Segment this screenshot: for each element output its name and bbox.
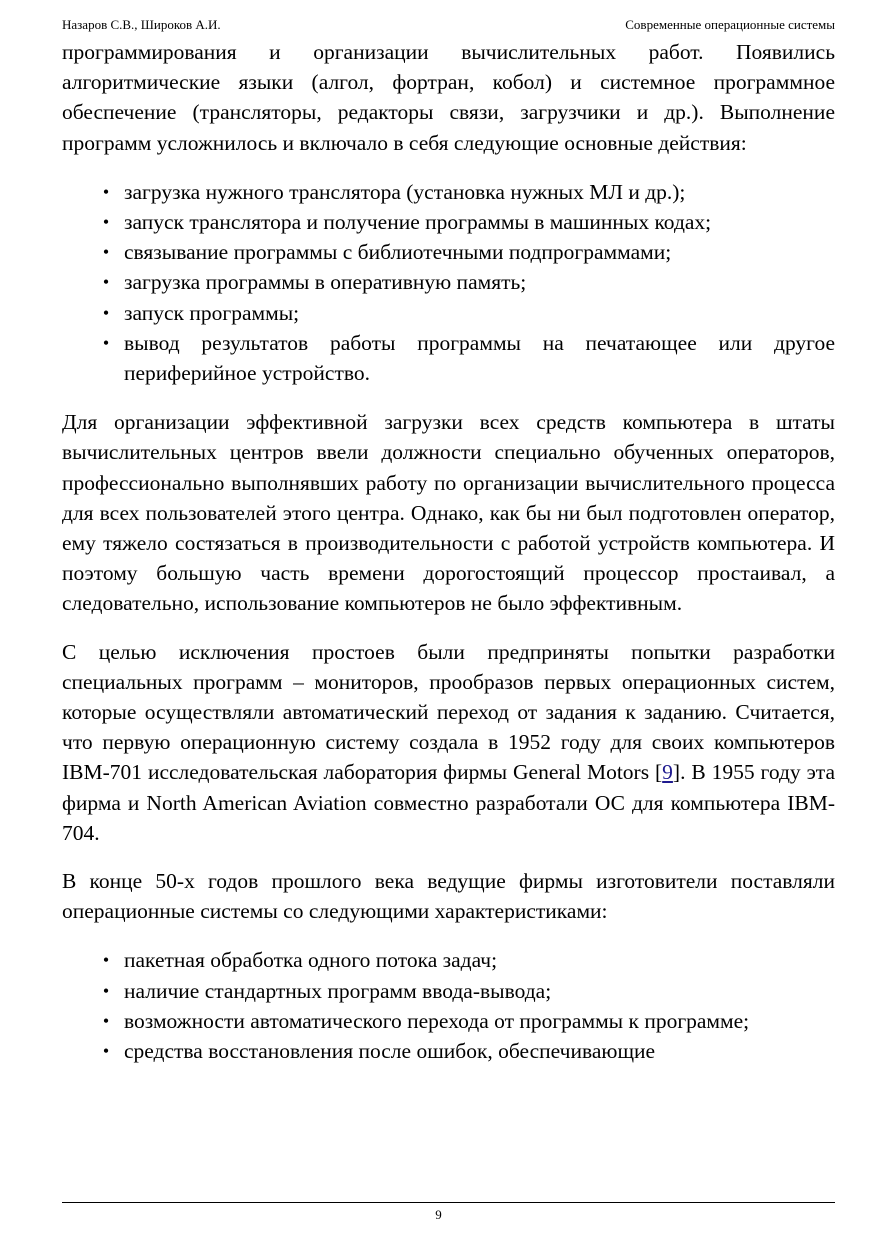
list-item-text: возможности автоматического перехода от программы к программе; [124, 1008, 750, 1033]
page-number: 9 [435, 1207, 442, 1222]
paragraph-4: В конце 50-х годов прошлого века ведущие фирмы изготовители поставляли операционные системы со следующими характеристиками: [62, 869, 835, 924]
list-item-text: пакетная обработка одного потока задач; [124, 948, 498, 973]
list-item-text: вывод результатов работы программы на печатающее или другое периферийное устройство. [124, 330, 835, 386]
list-item [62, 1006, 835, 1036]
paragraph-3 [62, 637, 835, 848]
header-book-title: Современные операционные системы [625, 17, 835, 32]
list-item-text: запуск транслятора и получение программы в машинных кодах; [124, 210, 712, 235]
list-item [62, 207, 835, 237]
bullet-icon: • [102, 272, 110, 293]
bullet-icon: • [102, 1010, 110, 1031]
running-header [62, 16, 835, 34]
bullet-icon: • [102, 212, 110, 233]
bullet-icon: • [102, 302, 110, 323]
list-item-text: наличие стандартных программ ввода-вывода; [124, 978, 552, 1003]
paragraph-1: программирования и организации вычислительных работ. Появились алгоритмические языки (алгол, фортран, кобол) и системное программное обеспечение (трансляторы, редакторы связи, загрузчики и др.). Выполнение программ усложнилось и включало в себя следующие основные действия: [62, 40, 835, 155]
header-authors: Назаров С.В., Широков А.И. [62, 17, 221, 32]
list-item [62, 976, 835, 1006]
list-item [62, 177, 835, 207]
list-item-text: средства восстановления после ошибок, обеспечивающие [124, 1039, 656, 1064]
paragraph-3-text-end: ]. В 1955 году эта фирма и North American Aviation совместно разработали ОС для компьютера IBM-704. [62, 760, 836, 845]
footer-divider [62, 1202, 835, 1203]
list-item-text: загрузка нужного транслятора (установка нужных МЛ и др.); [124, 179, 686, 204]
bullet-icon: • [102, 980, 110, 1001]
bullet-icon: • [102, 181, 110, 202]
paragraph-2: Для организации эффективной загрузки всех средств компьютера в штаты вычислительных центров ввели должности специально обученных операторов, профессионально выполнявших работу по организации вычислительного процесса для всех пользователей этого центра. Однако, как бы ни был подготовлен оператор, ему тяжело состязаться в производительности с работой устройств компьютера. И поэтому большую часть времени дорогостоящий процессор простаивал, а следовательно, использование компьютеров не было эффективным. [62, 410, 835, 616]
bullet-icon: • [102, 1041, 110, 1062]
body-text [62, 37, 835, 1066]
list-item-text: загрузка программы в оперативную память; [124, 270, 527, 295]
bullet-list-characteristics [62, 945, 835, 1066]
list-item [62, 328, 835, 388]
citation-link[interactable]: 9 [662, 760, 673, 785]
paragraph-3-text-start: С целью исключения простоев были предприняты попытки разработки специальных программ – мониторов, прообразов первых операционных систем, которые осуществляли автоматический переход от задания к заданию. Считается, что первую операционную систему создала в 1952 году для своих компьютеров IBM-701 исследовательская лаборатория фирмы General Motors [ [62, 639, 835, 785]
bullet-icon: • [102, 950, 110, 971]
list-item [62, 1036, 835, 1066]
list-item [62, 945, 835, 975]
bullet-icon: • [102, 242, 110, 263]
list-item [62, 237, 835, 267]
bullet-icon: • [102, 332, 110, 353]
bullet-list-actions [62, 177, 835, 388]
list-item [62, 267, 835, 297]
list-item-text: запуск программы; [124, 300, 300, 325]
list-item [62, 298, 835, 328]
list-item-text: связывание программы с библиотечными подпрограммами; [124, 240, 672, 265]
